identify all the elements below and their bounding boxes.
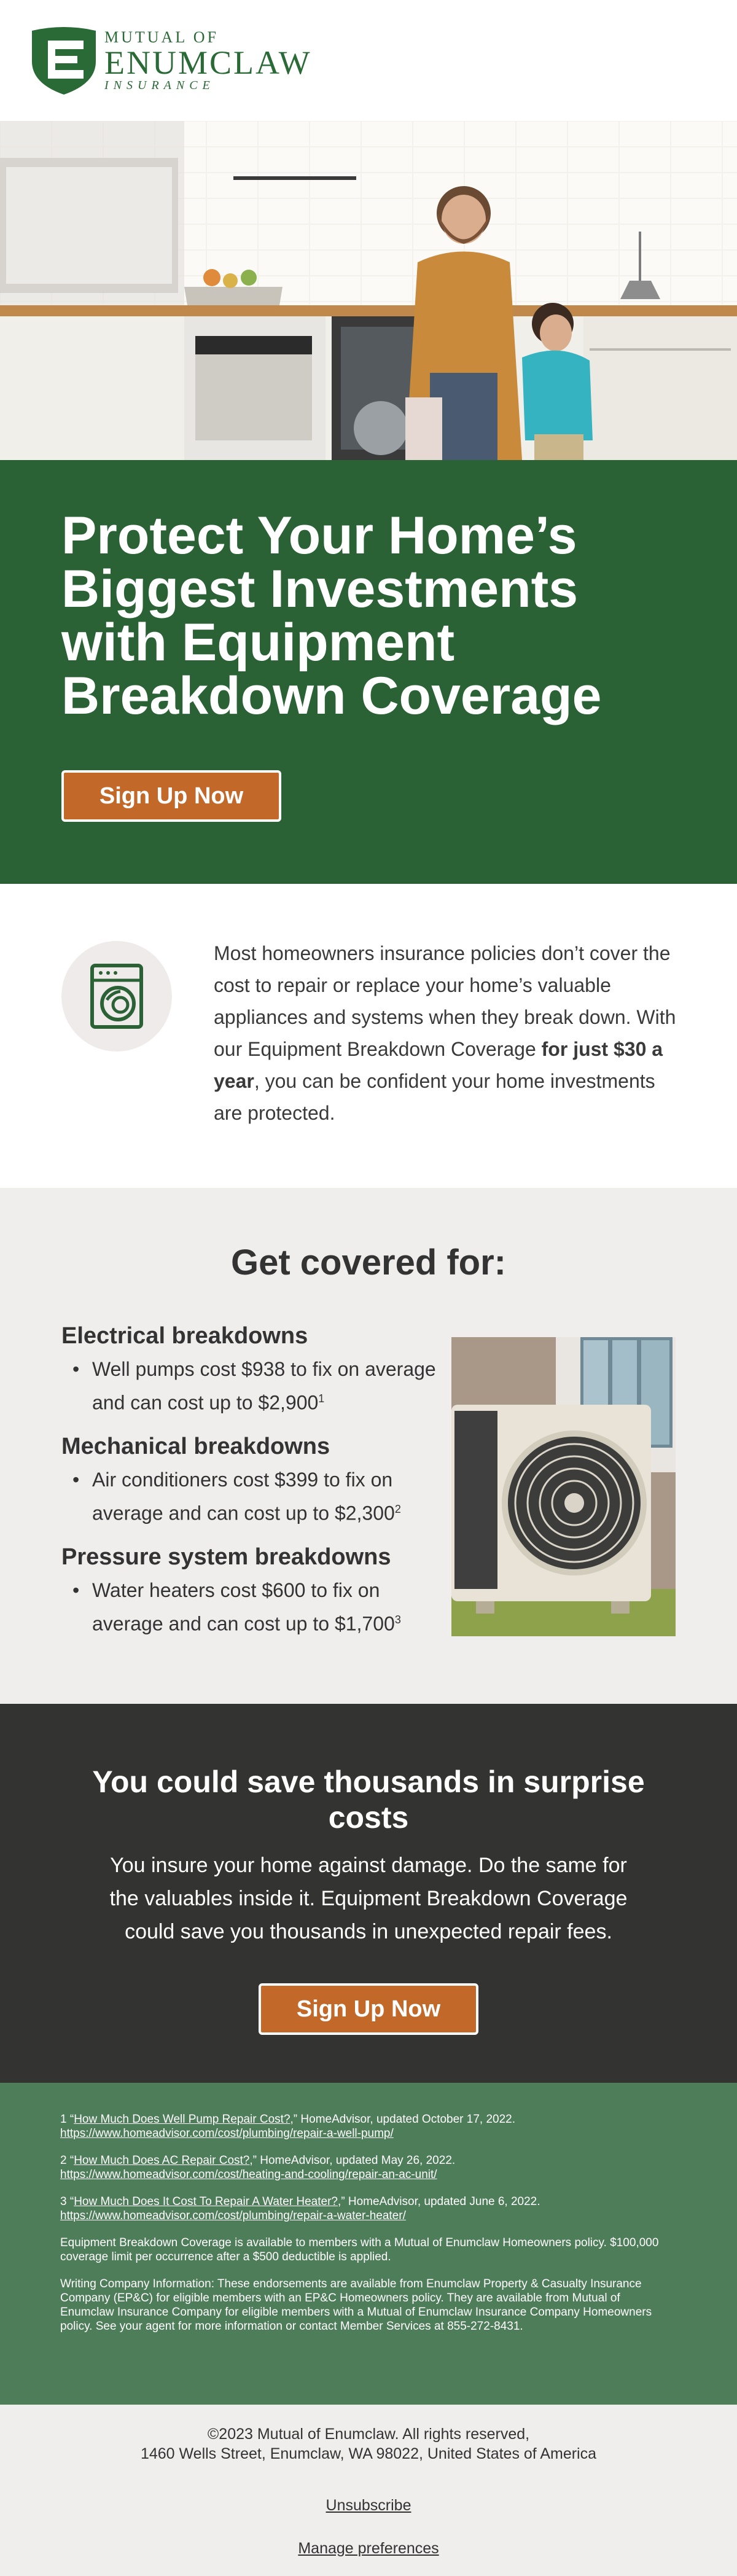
brand-line-2: ENUMCLAW [104,44,312,81]
headline-title: Protect Your Home’s Biggest Investments with Equipment Breakdown Coverage [61,506,602,725]
sign-up-button-bottom[interactable]: Sign Up Now [259,1983,478,2035]
intro-section [0,884,737,1188]
footnote-source: ,” HomeAdvisor, updated May 26, 2022. [249,2154,456,2167]
intro-icon-circle [61,941,172,1052]
coverage-section [0,1188,737,1704]
kitchen-photo [0,121,737,460]
coverage-image [451,1337,676,1636]
preferences-row [0,2539,737,2558]
intro-text-price: for just $30 a year [214,1038,663,1092]
savings-text: You insure your home against damage. Do the same for the valuables inside it. Equipment Breakdown Coverage could save you thousands in unexpected repair fees. [109,1854,628,1943]
company-note: Writing Company Information: These endorsements are available from Enumclaw Property & Casualty Insurance Company (EP&C) for eligible members with an EP&C Homeowners policy. They are available from Mutual of Enumclaw Insurance Company for eligible members with a Mutual of Enumclaw Insurance Company Homeowners policy. See your agent for more information or contact Member Services at 855-272-8431. [60,2277,652,2333]
footer-copyright-block [0,2424,737,2464]
copyright-text: ©2023 Mutual of Enumclaw. All rights reserved, [207,2426,530,2443]
hero-image [0,121,737,460]
category-item [61,1575,442,1639]
manage-preferences-link[interactable]: Manage preferences [298,2540,439,2557]
header [0,0,737,121]
washing-machine-icon [61,941,172,1052]
intro-text [214,937,680,1129]
footnote-number: 2 “ [60,2154,74,2167]
brand-wordmark [104,28,312,93]
category-item [61,1465,442,1528]
unsubscribe-link[interactable]: Unsubscribe [326,2497,411,2514]
footnote-source: ,” HomeAdvisor, updated June 6, 2022. [337,2195,540,2208]
coverage-category [61,1323,442,1418]
footnote-1 [60,2112,677,2141]
category-item-text: Air conditioners cost $399 to fix on average and can cost up to $2,300 [92,1469,395,1524]
address-text: 1460 Wells Street, Enumclaw, WA 98022, United States of America [140,2445,597,2462]
availability-note: Equipment Breakdown Coverage is available to members with a Mutual of Enumclaw Homeowners policy. $100,000 coverage limit per occurrence after a $500 deductible is applied. [60,2236,659,2263]
brand-line-3: INSURANCE [104,78,215,92]
footnotes-section [0,2083,737,2405]
savings-title: You could save thousands in surprise costs [92,1765,645,1835]
headline-section [0,460,737,884]
category-list [61,1575,442,1639]
footnote-source: ,” HomeAdvisor, updated October 17, 2022. [290,2113,516,2126]
savings-section [0,1704,737,2083]
footnote-link[interactable]: How Much Does AC Repair Cost? [74,2154,250,2167]
footnote-ref: 3 [394,1614,401,1626]
footnote-url[interactable]: https://www.homeadvisor.com/cost/heating-and-cooling/repair-an-ac-unit/ [60,2168,437,2181]
brand-line-1: MUTUAL OF [104,28,219,46]
coverage-category [61,1544,442,1639]
air-conditioner-photo [451,1337,676,1636]
coverage-category [61,1434,442,1528]
footer [0,2405,737,2576]
footnote-2 [60,2153,677,2182]
category-item-text: Well pumps cost $938 to fix on average and can cost up to $2,900 [92,1358,436,1414]
footnote-number: 1 “ [60,2113,74,2126]
intro-text-end: , you can be confident your home investments are protected. [214,1070,655,1124]
category-list [61,1354,442,1418]
footnote-3 [60,2195,677,2223]
intro-text-start: Most homeowners insurance policies don’t cover the cost to repair or replace your home’s valuable appliances and systems when they break down. With our Equipment Breakdown Coverage [214,942,676,1060]
sign-up-button[interactable]: Sign Up Now [61,770,281,822]
footnote-url[interactable]: https://www.homeadvisor.com/cost/plumbing/repair-a-water-heater/ [60,2209,406,2222]
footnote-ref: 2 [394,1503,401,1515]
category-item [61,1354,442,1418]
footnote-url[interactable]: https://www.homeadvisor.com/cost/plumbing/repair-a-well-pump/ [60,2127,394,2140]
footnote-ref: 1 [318,1392,325,1405]
brand-logo[interactable] [29,25,312,96]
coverage-title: Get covered for: [231,1243,506,1282]
unsubscribe-row [0,2496,737,2515]
category-title: Mechanical breakdowns [61,1434,330,1459]
category-item-text: Water heaters cost $600 to fix on average and can cost up to $1,700 [92,1579,395,1635]
footnote-link[interactable]: How Much Does It Cost To Repair A Water Heater? [74,2195,338,2208]
footnotes [60,2112,677,2346]
category-title: Electrical breakdowns [61,1323,308,1349]
footnote-number: 3 “ [60,2195,74,2208]
category-list [61,1465,442,1528]
category-title: Pressure system breakdowns [61,1544,391,1570]
footnote-link[interactable]: How Much Does Well Pump Repair Cost? [74,2113,291,2126]
shield-e-icon [29,25,98,96]
